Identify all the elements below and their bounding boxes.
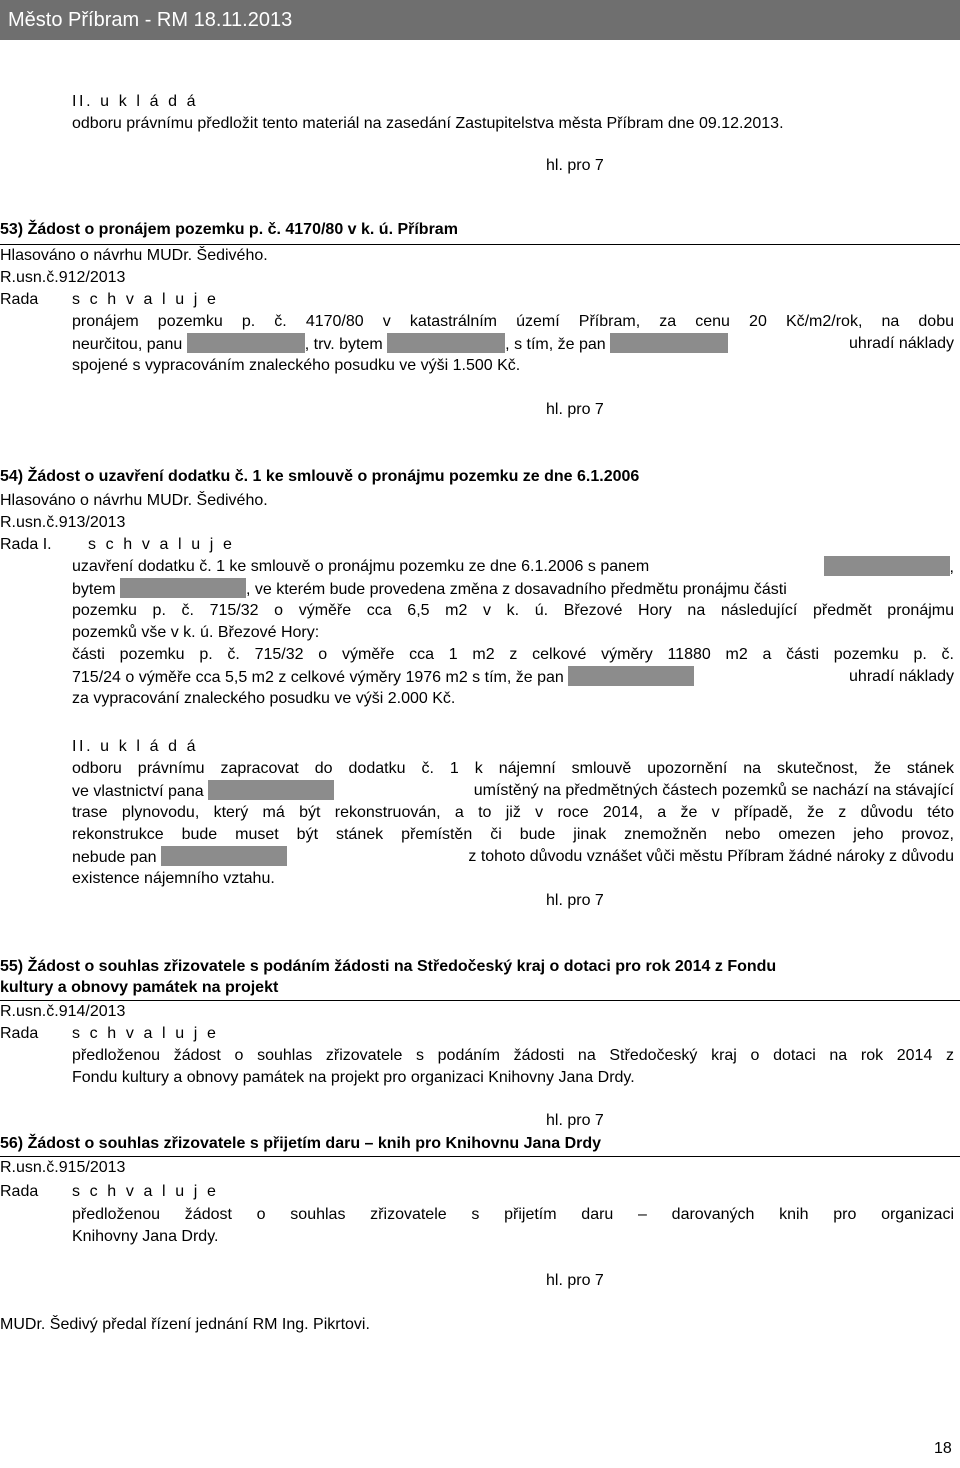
s55-title2: kultury a obnovy památek na projekt bbox=[0, 979, 279, 996]
s55-line1: předloženou žádost o souhlas zřizovatele s podáním žádosti na Středočeský kraj o dotaci na rok 2014 z bbox=[72, 1047, 954, 1064]
s54-rada: Rada I. bbox=[0, 536, 52, 553]
s54-line5: části pozemku p. č. 715/32 o výměře cca 1 m2 z celkové výměry 11880 m2 a části pozemku p. č. bbox=[72, 646, 954, 663]
intro-text: odboru právnímu předložit tento materiál na zasedání Zastupitelstva města Příbram dne 09.12.2013. bbox=[72, 115, 784, 132]
s54-m5: nebude pan z tohoto důvodu vznášet vůči městu Příbram žádné nároky z důvodu bbox=[72, 848, 954, 866]
s56-line1: předloženou žádost o souhlas zřizovatele s přijetím daru – darovaných knih pro organizaci bbox=[72, 1206, 954, 1223]
s53-title: 53) Žádost o pronájem pozemku p. č. 4170/80 v k. ú. Příbram bbox=[0, 221, 458, 238]
s54-line3: pozemku p. č. 715/32 o výměře cca 6,5 m2 v k. ú. Březové Hory na následující předmět pronájmu bbox=[72, 602, 954, 619]
s54-m4: rekonstrukce bude muset být stánek přemístěn či bude jinak znemožněn nebo omezen jeho provoz, bbox=[72, 826, 954, 843]
s56-schval: s c h v a l u j e bbox=[72, 1183, 219, 1200]
s55-usn: R.usn.č.914/2013 bbox=[0, 1003, 126, 1020]
s53-line2: neurčitou, panu , trv. bytem , s tím, že pan uhradí náklady bbox=[72, 335, 954, 353]
redaction bbox=[161, 846, 287, 866]
header-title: Město Příbram - RM 18.11.2013 bbox=[8, 9, 293, 31]
s54-schval: s c h v a l u j e bbox=[88, 536, 235, 553]
s54-line2: bytem , ve kterém bude provedena změna z dosavadního předmětu pronájmu části bbox=[72, 578, 954, 601]
s54-line6: 715/24 o výměře cca 5,5 m2 z celkové výměry 1976 m2 s tím, že pan uhradí náklady bbox=[72, 668, 954, 686]
s56-rada: Rada bbox=[0, 1183, 39, 1200]
s53-line1: pronájem pozemku p. č. 4170/80 v katastrálním území Příbram, za cenu 20 Kč/m2/rok, na dobu bbox=[72, 313, 954, 330]
intro-ukl: II. u k l á d á bbox=[72, 93, 199, 110]
s56-line2: Knihovny Jana Drdy. bbox=[72, 1228, 219, 1245]
page-header bbox=[0, 0, 960, 40]
s53-line3: spojené s vypracováním znaleckého posudku ve výši 1.500 Kč. bbox=[72, 357, 521, 374]
s54-ukl: II. u k l á d á bbox=[72, 738, 199, 755]
s56-title: 56) Žádost o souhlas zřizovatele s přijetím daru – knih pro Knihovnu Jana Drdy bbox=[0, 1135, 602, 1152]
redaction bbox=[568, 666, 694, 686]
vote-intro: hl. pro 7 bbox=[546, 157, 604, 174]
s54-m2: ve vlastnictví pana umístěný na předmětných částech pozemků se nachází na stávající bbox=[72, 782, 954, 800]
s53-schval: s c h v a l u j e bbox=[72, 291, 219, 308]
redaction bbox=[387, 333, 505, 353]
s55-line2: Fondu kultury a obnovy památek na projekt pro organizaci Knihovny Jana Drdy. bbox=[72, 1069, 635, 1086]
vote-54: hl. pro 7 bbox=[546, 892, 604, 909]
redaction bbox=[610, 333, 728, 353]
footer-text: MUDr. Šedivý předal řízení jednání RM Ing. Pikrtovi. bbox=[0, 1316, 370, 1333]
s54-m1: odboru právnímu zapracovat do dodatku č. 1 k nájemní smlouvě upozornění na skutečnost, že stánek bbox=[72, 760, 954, 777]
s53-rada: Rada bbox=[0, 291, 39, 308]
s53-usn: R.usn.č.912/2013 bbox=[0, 269, 126, 286]
s56-rule bbox=[0, 1156, 960, 1157]
vote-55: hl. pro 7 bbox=[546, 1112, 604, 1129]
redaction bbox=[120, 578, 246, 598]
s54-line1: uzavření dodatku č. 1 ke smlouvě o pronájmu pozemku ze dne 6.1.2006 s panem , bbox=[72, 558, 954, 576]
s55-title1: 55) Žádost o souhlas zřizovatele s podáním žádosti na Středočeský kraj o dotaci pro rok 2014 z Fondu bbox=[0, 958, 777, 975]
s53-hlas: Hlasováno o návrhu MUDr. Šedivého. bbox=[0, 247, 268, 264]
page-number: 18 bbox=[934, 1440, 952, 1457]
vote-53: hl. pro 7 bbox=[546, 401, 604, 418]
redaction bbox=[208, 780, 334, 800]
redaction bbox=[187, 333, 305, 353]
s55-rada: Rada bbox=[0, 1025, 39, 1042]
s54-m6: existence nájemního vztahu. bbox=[72, 870, 275, 887]
redaction bbox=[824, 556, 950, 576]
s54-line7: za vypracování znaleckého posudku ve výši 2.000 Kč. bbox=[72, 690, 456, 707]
s54-line4: pozemků vše v k. ú. Březové Hory: bbox=[72, 624, 320, 641]
s56-usn: R.usn.č.915/2013 bbox=[0, 1159, 126, 1176]
s54-title: 54) Žádost o uzavření dodatku č. 1 ke smlouvě o pronájmu pozemku ze dne 6.1.2006 bbox=[0, 468, 640, 485]
s54-m3: trase plynovodu, který má být rekonstruován, a to již v roce 2014, a že v případě, že z důvodu této bbox=[72, 804, 954, 821]
s54-hlas: Hlasováno o návrhu MUDr. Šedivého. bbox=[0, 492, 268, 509]
vote-56: hl. pro 7 bbox=[546, 1272, 604, 1289]
s54-usn: R.usn.č.913/2013 bbox=[0, 514, 126, 531]
s55-rule bbox=[0, 1000, 960, 1001]
s55-schval: s c h v a l u j e bbox=[72, 1025, 219, 1042]
